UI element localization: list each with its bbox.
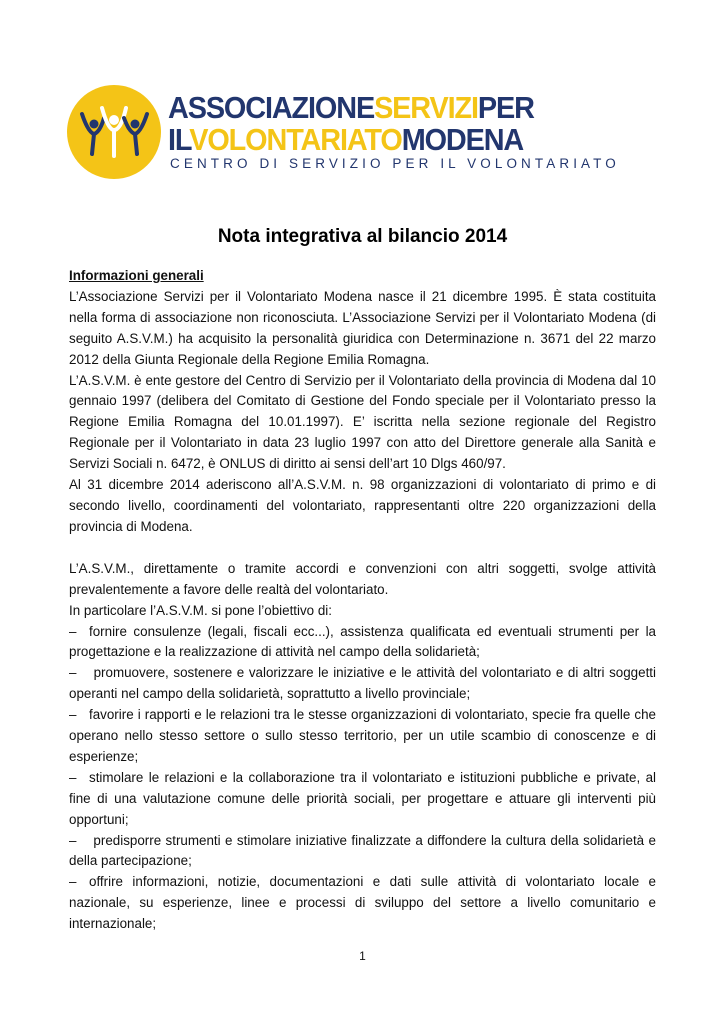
list-item bbox=[69, 831, 656, 873]
section-heading: Informazioni generali bbox=[69, 268, 204, 283]
dash-bullet-icon: – bbox=[69, 665, 77, 681]
paragraph: In particolare l’A.S.V.M. si pone l’obiettivo di: bbox=[69, 602, 332, 618]
paragraph: L’A.S.V.M. è ente gestore del Centro di Servizio per il Volontariato della provincia di Modena dal 10 gennaio 1997 (delibera del Comitato di Gestione del Fondo speciale per il Volontariato presso la Regione Emilia Romagna del 10.01.1997). E’ iscritta nella sezione regionale del Registro Regionale per il Volontariato in data 23 luglio 1997 con atto del Direttore generale alla Sanità e Servizi Sociali n. 6472, è ONLUS di diritto ai sensi dell’art 10 Dlgs 460/97. bbox=[69, 372, 656, 472]
volunteers-logo-icon bbox=[66, 84, 162, 180]
list-item bbox=[69, 872, 656, 935]
dash-bullet-icon: – bbox=[69, 707, 77, 723]
list-item-text: predisporre strumenti e stimolare iniziative finalizzate a diffondere la cultura della solidarietà e della partecipazione; bbox=[69, 832, 656, 869]
list-item-text: promuovere, sostenere e valorizzare le iniziative e le attività del volontariato e di altri soggetti operanti nel campo della solidarietà, soprattutto a livello provinciale; bbox=[69, 665, 656, 702]
dash-bullet-icon: – bbox=[69, 832, 77, 848]
page-number: 1 bbox=[359, 949, 366, 963]
list-item-text: fornire consulenze (legali, fiscali ecc...), assistenza qualificata ed eventuali strumenti per la progettazione e la realizzazione di attività nel campo della solidarietà; bbox=[69, 623, 656, 660]
logo-tagline: CENTRO DI SERVIZIO PER IL VOLONTARIATO bbox=[170, 156, 620, 171]
paragraph: L’A.S.V.M., direttamente o tramite accordi e convenzioni con altri soggetti, svolge attività prevalentemente a favore delle realtà del volontariato. bbox=[69, 560, 656, 597]
association-logo bbox=[66, 84, 620, 174]
dash-bullet-icon: – bbox=[69, 874, 77, 890]
logo-wordmark-line1: ASSOCIAZIONESERVIZIPER bbox=[168, 90, 534, 125]
list-item-text: favorire i rapporti e le relazioni tra le stesse organizzazioni di volontariato, specie fra quelle che operano nello stesso settore o sullo stesso territorio, per un utile scambio di conoscenze e di esperienze; bbox=[69, 707, 656, 764]
paragraph: Al 31 dicembre 2014 aderiscono all’A.S.V.M. n. 98 organizzazioni di volontariato di primo e di secondo livello, coordinamenti del volontariato, rappresentanti oltre 220 organizzazioni della provincia di Modena. bbox=[69, 477, 656, 534]
list-item bbox=[69, 768, 656, 831]
paragraph: L’Associazione Servizi per il Volontariato Modena nasce il 21 dicembre 1995. È stata costituita nella forma di associazione non riconosciuta. L’Associazione Servizi per il Volontariato Modena (di seguito A.S.V.M.) ha acquisito la personalità giuridica con Determinazione n. 3671 del 22 marzo 2012 della Giunta Regionale della Regione Emilia Romagna. bbox=[69, 288, 656, 367]
list-item bbox=[69, 705, 656, 768]
list-item-text: offrire informazioni, notizie, documentazioni e dati sulle attività di volontariato locale e nazionale, su esperienze, linee e processi di sviluppo del settore a livello comunitario e internazionale; bbox=[69, 874, 656, 932]
logo-wordmark-line2: ILVOLONTARIATOMODENA bbox=[168, 122, 524, 157]
list-item bbox=[69, 622, 656, 664]
list-item bbox=[69, 663, 656, 705]
dash-bullet-icon: – bbox=[69, 623, 77, 639]
document-title: Nota integrativa al bilancio 2014 bbox=[217, 226, 508, 247]
list-item-text: stimolare le relazioni e la collaborazione tra il volontariato e istituzioni pubbliche e private, al fine di una valutazione comune delle priorità sociali, per progettare e attuare gli interventi più opportuni; bbox=[69, 769, 656, 827]
dash-bullet-icon: – bbox=[69, 769, 77, 785]
document-body bbox=[69, 266, 656, 935]
paragraph-spacer bbox=[69, 538, 656, 559]
